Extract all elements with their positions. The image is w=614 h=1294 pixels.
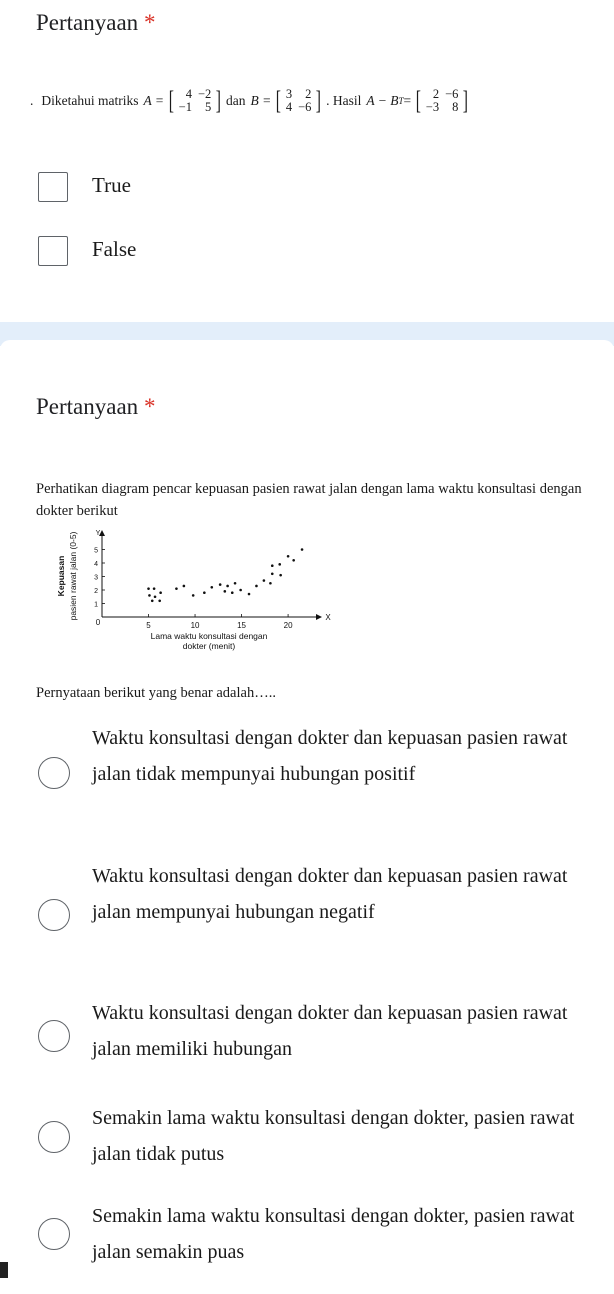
matrix-b-cell: 4 [285, 100, 293, 114]
x-axis-label-line2: dokter (menit) [182, 641, 236, 651]
x-tick-label: 15 [237, 621, 247, 630]
conjunction: dan [225, 93, 246, 108]
question-1-heading [36, 10, 155, 36]
scatter-point [192, 594, 195, 597]
x-axis-label-line1: Lama waktu konsultasi dengan [150, 631, 268, 641]
y-tick-label: 1 [94, 601, 98, 609]
y-axis-letter: Y [95, 530, 101, 537]
x-tick-label: 5 [146, 621, 151, 630]
option-false[interactable] [38, 236, 68, 266]
radio-option-5-label[interactable]: Semakin lama waktu konsultasi dengan dokter, pasien rawat jalan semakin puas [92, 1205, 575, 1263]
scatter-point [234, 582, 237, 585]
radio-option-1[interactable] [38, 757, 70, 789]
matrix-result-cell: 2 [432, 87, 440, 101]
scatter-point [271, 573, 274, 576]
bullet-dot: . [30, 93, 34, 108]
option-false-label[interactable]: False [92, 237, 137, 261]
matrix-b-cell: −6 [298, 100, 312, 114]
radio-option-4[interactable] [38, 1121, 70, 1153]
radio-option-1-label[interactable]: Waktu konsultasi dengan dokter dan kepuasan pasien rawat jalan tidak mempunyai hubungan positif [92, 727, 568, 785]
scatter-point [183, 585, 186, 588]
y-axis-label-line1: Kepuasan [56, 555, 66, 597]
radio-option-4-label[interactable]: Semakin lama waktu konsultasi dengan dokter, pasien rawat jalan tidak putus [92, 1107, 575, 1165]
result-expression: A − B [366, 93, 399, 108]
matrix-result-cell: −3 [425, 100, 440, 114]
origin-label: 0 [95, 618, 101, 627]
scatter-point [231, 591, 234, 594]
radio-option-2[interactable] [38, 899, 70, 931]
transpose-mark: T [398, 96, 404, 106]
question-1-text [30, 88, 606, 114]
required-mark: * [143, 10, 156, 35]
question-2-intro: Perhatikan diagram pencar kepuasan pasien rawat jalan dengan lama waktu konsultasi dengan dokter berikut [36, 481, 582, 519]
result-word: . Hasil [326, 93, 362, 108]
radio-option-2-label[interactable]: Waktu konsultasi dengan dokter dan kepuasan pasien rawat jalan mempunyai hubungan negatif [92, 865, 568, 923]
checkbox-true[interactable] [38, 172, 68, 202]
question-2-heading [36, 394, 155, 420]
scatter-point [279, 574, 282, 577]
question-1-title: Pertanyaan [36, 10, 139, 35]
scatter-point [153, 587, 156, 590]
x-axis-arrow [316, 614, 322, 620]
radio-button[interactable] [38, 1218, 70, 1250]
radio-option-3-label[interactable]: Waktu konsultasi dengan dokter dan kepuasan pasien rawat jalan memiliki hubungan [92, 1002, 568, 1060]
scatter-point [239, 589, 242, 592]
x-axis-letter: X [325, 613, 331, 622]
scatter-point [263, 579, 266, 582]
scatter-point [147, 587, 150, 590]
scatter-point [219, 583, 222, 586]
matrix-result-cell: 8 [452, 100, 459, 114]
matrix-b-label: B = [250, 93, 272, 108]
matrix-b-cell: 3 [285, 87, 293, 101]
scatter-point [224, 590, 227, 593]
question-1-intro: Diketahui matriks [41, 93, 139, 108]
y-tick-label: 5 [94, 547, 98, 555]
question-2-title: Pertanyaan [36, 394, 139, 419]
matrix-b: [ 3 2 4 −6 ] [275, 86, 322, 115]
required-mark: * [143, 394, 156, 419]
x-tick-label: 10 [190, 621, 200, 630]
scatter-point [203, 591, 206, 594]
matrix-a-cell: −1 [178, 100, 192, 114]
y-axis-label-line2: pasien rawat jalan (0-5) [68, 531, 78, 621]
matrix-a-cell: 5 [205, 100, 212, 114]
radio-option-5[interactable] [38, 1218, 70, 1250]
matrix-a-label: A = [143, 93, 164, 108]
scatter-point [292, 559, 295, 562]
edge-marker [0, 1262, 8, 1278]
scatter-point [278, 563, 281, 566]
scatter-point [226, 585, 229, 588]
scatter-chart [44, 528, 334, 668]
radio-option-3[interactable] [38, 1020, 70, 1052]
scatter-point [301, 548, 304, 551]
option-true-label[interactable]: True [92, 173, 131, 197]
scatter-point [210, 586, 213, 589]
matrix-result: [ 2 −6 −3 8 ] [415, 86, 469, 115]
matrix-result-cell: −6 [445, 87, 459, 101]
scatter-point [148, 594, 151, 597]
scatter-point [151, 600, 154, 603]
radio-button[interactable] [38, 1121, 70, 1153]
matrix-a: [ 4 −2 −1 5 ] [168, 86, 222, 115]
y-tick-label: 3 [94, 574, 98, 582]
x-tick-label: 20 [283, 621, 293, 630]
scatter-point [255, 585, 258, 588]
equals-sign: = [403, 93, 412, 108]
radio-button[interactable] [38, 757, 70, 789]
scatter-point [175, 587, 178, 590]
matrix-b-cell: 2 [305, 87, 312, 101]
matrix-a-cell: −2 [197, 87, 212, 101]
scatter-point [154, 595, 157, 598]
scatter-plot [44, 528, 334, 668]
checkbox-false[interactable] [38, 236, 68, 266]
option-true[interactable] [38, 172, 68, 202]
y-tick-label: 2 [94, 588, 98, 595]
y-tick-label: 4 [94, 561, 98, 568]
scatter-point [287, 555, 290, 558]
scatter-point [158, 600, 161, 603]
radio-button[interactable] [38, 1020, 70, 1052]
statement-prompt: Pernyataan berikut yang benar adalah….. [36, 685, 276, 701]
scatter-point [248, 593, 251, 596]
scatter-point [269, 582, 272, 585]
scatter-point [271, 564, 274, 567]
radio-button[interactable] [38, 899, 70, 931]
matrix-a-cell: 4 [185, 87, 192, 101]
scatter-point [159, 591, 162, 594]
